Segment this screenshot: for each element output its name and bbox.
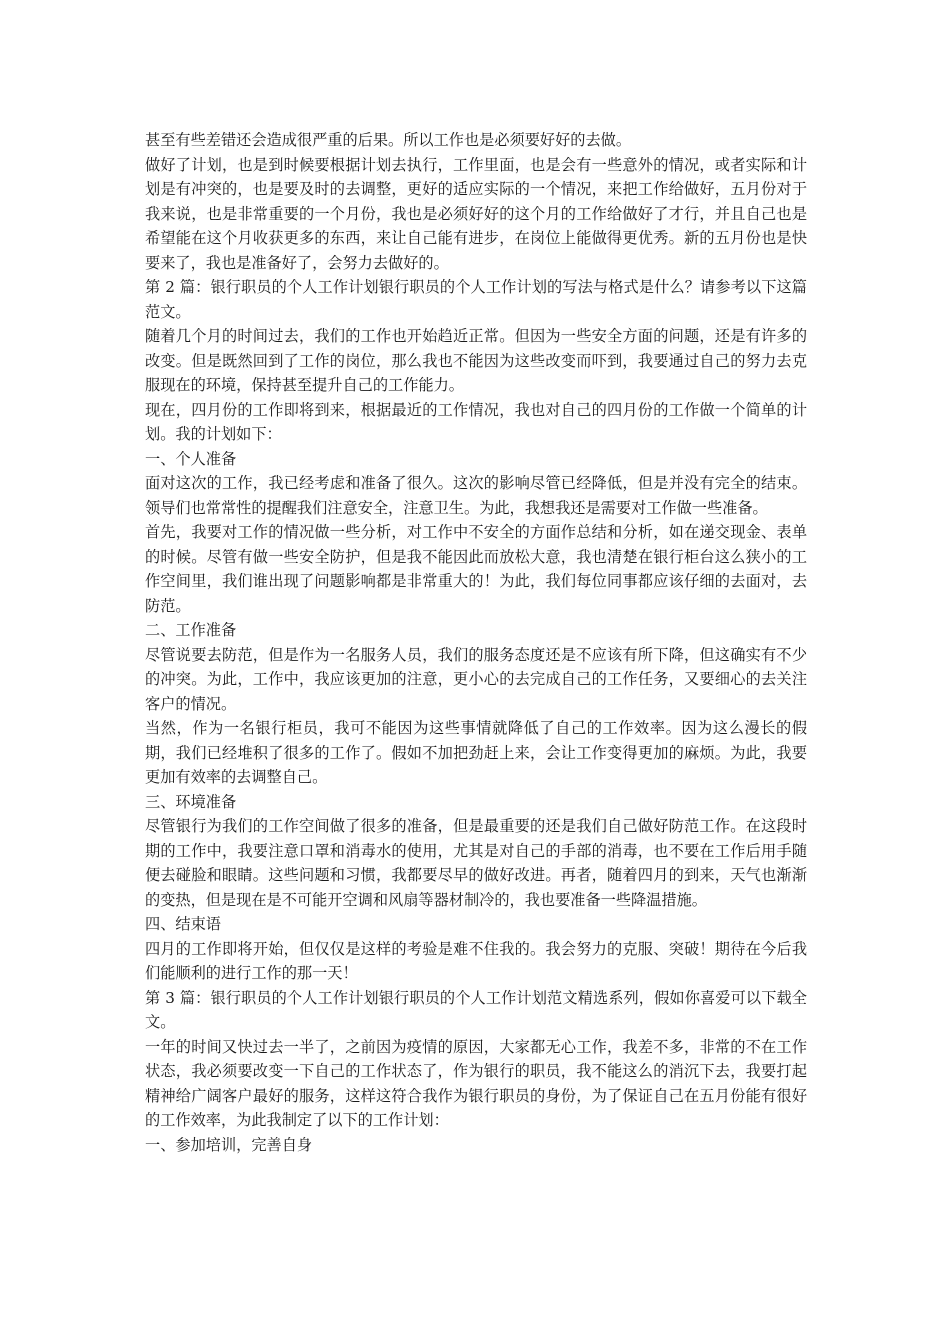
paragraph-2: 做好了计划，也是到时候要根据计划去执行，工作里面，也是会有一些意外的情况，或者实际和计划是有冲突的，也是要及时的去调整，更好的适应实际的一个情况，来把工作给做好，五月份对于我来说，也是非常重要的一个月份，我也是必须好好的这个月的工作给做好了才行，并且自己也是希望能在这个月收获更多的东西，来让自己能有进步，在岗位上能做得更优秀。新的五月份也是快要来了，我也是准备好了，会努力去做好的。 xyxy=(145,155,807,272)
section-heading-part-3: 第 3 篇：银行职员的个人工作计划银行职员的个人工作计划范文精选系列，假如你喜爱可以下载全文。 xyxy=(145,988,807,1031)
section-heading-part-2: 第 2 篇：银行职员的个人工作计划银行职员的个人工作计划的写法与格式是什么？请参考以下这篇范文。 xyxy=(145,278,807,321)
subheading-environment-prep: 三、环境准备 xyxy=(145,792,237,811)
subheading-training: 一、参加培训，完善自身 xyxy=(145,1135,313,1154)
paragraph-10: 四月的工作即将开始，但仅仅是这样的考验是难不住我的。我会努力的克服、突破！期待在今后我们能顺利的进行工作的那一天！ xyxy=(145,939,807,982)
paragraph-6: 首先，我要对工作的情况做一些分析，对工作中不安全的方面作总结和分析，如在递交现金、表单的时候。尽管有做一些安全防护，但是我不能因此而放松大意，我也清楚在银行柜台这么狭小的工作空间里，我们谁出现了问题影响都是非常重大的！为此，我们每位同事都应该仔细的去面对，去防范。 xyxy=(145,523,807,615)
paragraph-1: 甚至有些差错还会造成很严重的后果。所以工作也是必须要好好的去做。 xyxy=(145,131,631,149)
paragraph-4: 现在，四月份的工作即将到来，根据最近的工作情况，我也对自己的四月份的工作做一个简单的计划。我的计划如下： xyxy=(145,400,807,443)
paragraph-7: 尽管说要去防范，但是作为一名服务人员，我们的服务态度还是不应该有所下降，但这确实有不少的冲突。为此，工作中，我应该更加的注意，更小心的去完成自己的工作任务，又要细心的去关注客户的情况。 xyxy=(145,645,807,713)
paragraph-5: 面对这次的工作，我已经考虑和准备了很久。这次的影响尽管已经降低，但是并没有完全的结束。领导们也常常性的提醒我们注意安全，注意卫生。为此，我想我还是需要对工作做一些准备。 xyxy=(145,474,807,517)
subheading-conclusion: 四、结束语 xyxy=(145,915,221,933)
document-body xyxy=(145,128,807,1157)
paragraph-9: 尽管银行为我们的工作空间做了很多的准备，但是最重要的还是我们自己做好防范工作。在这段时期的工作中，我要注意口罩和消毒水的使用，尤其是对自己的手部的消毒，也不要在工作后用手随便去碰脸和眼睛。这些问题和习惯，我都要尽早的做好改进。再者，随着四月的到来，天气也渐渐的变热，但是现在是不可能开空调和风扇等器材制冷的，我也要准备一些降温措施。 xyxy=(145,817,807,909)
paragraph-3: 随着几个月的时间过去，我们的工作也开始趋近正常。但因为一些安全方面的问题，还是有许多的改变。但是既然回到了工作的岗位，那么我也不能因为这些改变而吓到，我要通过自己的努力去克服现在的环境，保持甚至提升自己的工作能力。 xyxy=(145,327,807,394)
paragraph-8: 当然，作为一名银行柜员，我可不能因为这些事情就降低了自己的工作效率。因为这么漫长的假期，我们已经堆积了很多的工作了。假如不加把劲赶上来，会让工作变得更加的麻烦。为此，我要更加有效率的去调整自己。 xyxy=(145,719,807,786)
subheading-work-prep: 二、工作准备 xyxy=(145,621,237,639)
subheading-personal-prep: 一、个人准备 xyxy=(145,449,237,468)
paragraph-11: 一年的时间又快过去一半了，之前因为疫情的原因，大家都无心工作，我差不多，非常的不在工作状态，我必须要改变一下自己的工作状态了，作为银行的职员，我不能这么的消沉下去，我要打起精神给广阔客户最好的服务，这样这符合我作为银行职员的身份，为了保证自己在五月份能有很好的工作效率，为此我制定了以下的工作计划： xyxy=(145,1037,807,1129)
